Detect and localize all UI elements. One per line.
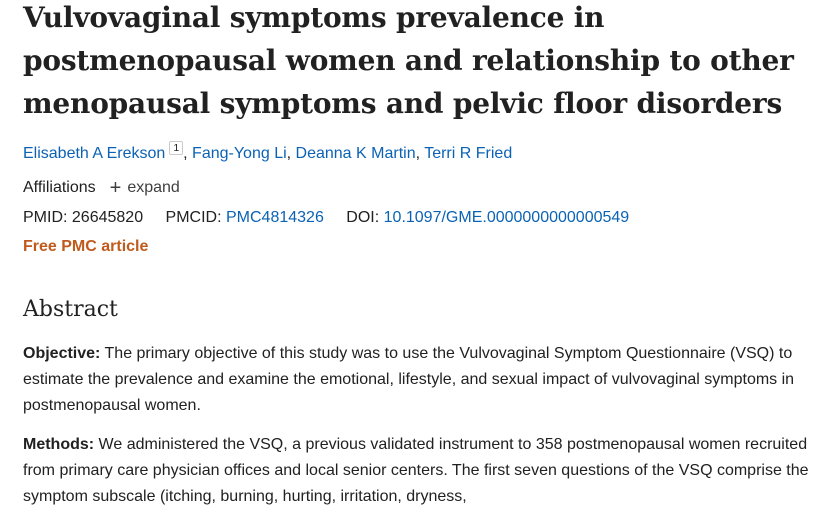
expand-label: expand — [127, 179, 180, 196]
pmid-value: 26645820 — [71, 209, 144, 226]
doi-label: DOI: — [346, 209, 380, 226]
objective-text: The primary objective of this study was to use the Vulvovaginal Symptom Questionnaire (VSQ) to estimate the prevalence and examine the emotional, lifestyle, and sexual impact of vulvovaginal symptoms in postmenopausal women. — [23, 345, 795, 414]
abstract-heading: Abstract — [23, 297, 118, 322]
author-separator: , — [183, 145, 193, 162]
pmcid-link[interactable]: PMC4814326 — [226, 209, 324, 226]
author-separator: , — [415, 145, 425, 162]
abstract-objective — [23, 341, 819, 419]
author-link-martin[interactable]: Deanna K Martin — [295, 145, 416, 162]
affiliation-marker[interactable]: 1 — [169, 141, 183, 155]
pmcid-label: PMCID: — [165, 209, 222, 226]
methods-text: We administered the VSQ, a previous validated instrument to 358 postmenopausal women recruited from primary care physician offices and local senior centers. The first seven questions of the VSQ comprise the symptom subscale (itching, burning, hurting, irritation, dryness, — [23, 436, 809, 505]
author-list — [23, 137, 512, 165]
author-link-li[interactable]: Fang-Yong Li — [192, 145, 287, 162]
identifiers-row — [23, 207, 629, 229]
objective-label: Objective: — [23, 345, 101, 362]
author-link-erekson[interactable]: Elisabeth A Erekson — [23, 145, 166, 162]
doi-link[interactable]: 10.1097/GME.0000000000000549 — [383, 209, 630, 226]
pmid-label: PMID: — [23, 209, 68, 226]
free-pmc-badge[interactable]: Free PMC article — [23, 238, 149, 255]
expand-affiliations-button[interactable] — [110, 177, 180, 199]
article-title: Vulvovaginal symptoms prevalence in postmenopausal women and relationship to other menopausal symptoms and pelvic floor disorders — [23, 1, 794, 120]
affiliations-label: Affiliations — [23, 179, 96, 196]
author-separator: , — [286, 145, 296, 162]
affiliations-row — [23, 177, 180, 199]
methods-label: Methods: — [23, 436, 95, 453]
plus-icon: + — [109, 177, 122, 199]
abstract-methods — [23, 432, 819, 510]
author-link-fried[interactable]: Terri R Fried — [424, 145, 513, 162]
